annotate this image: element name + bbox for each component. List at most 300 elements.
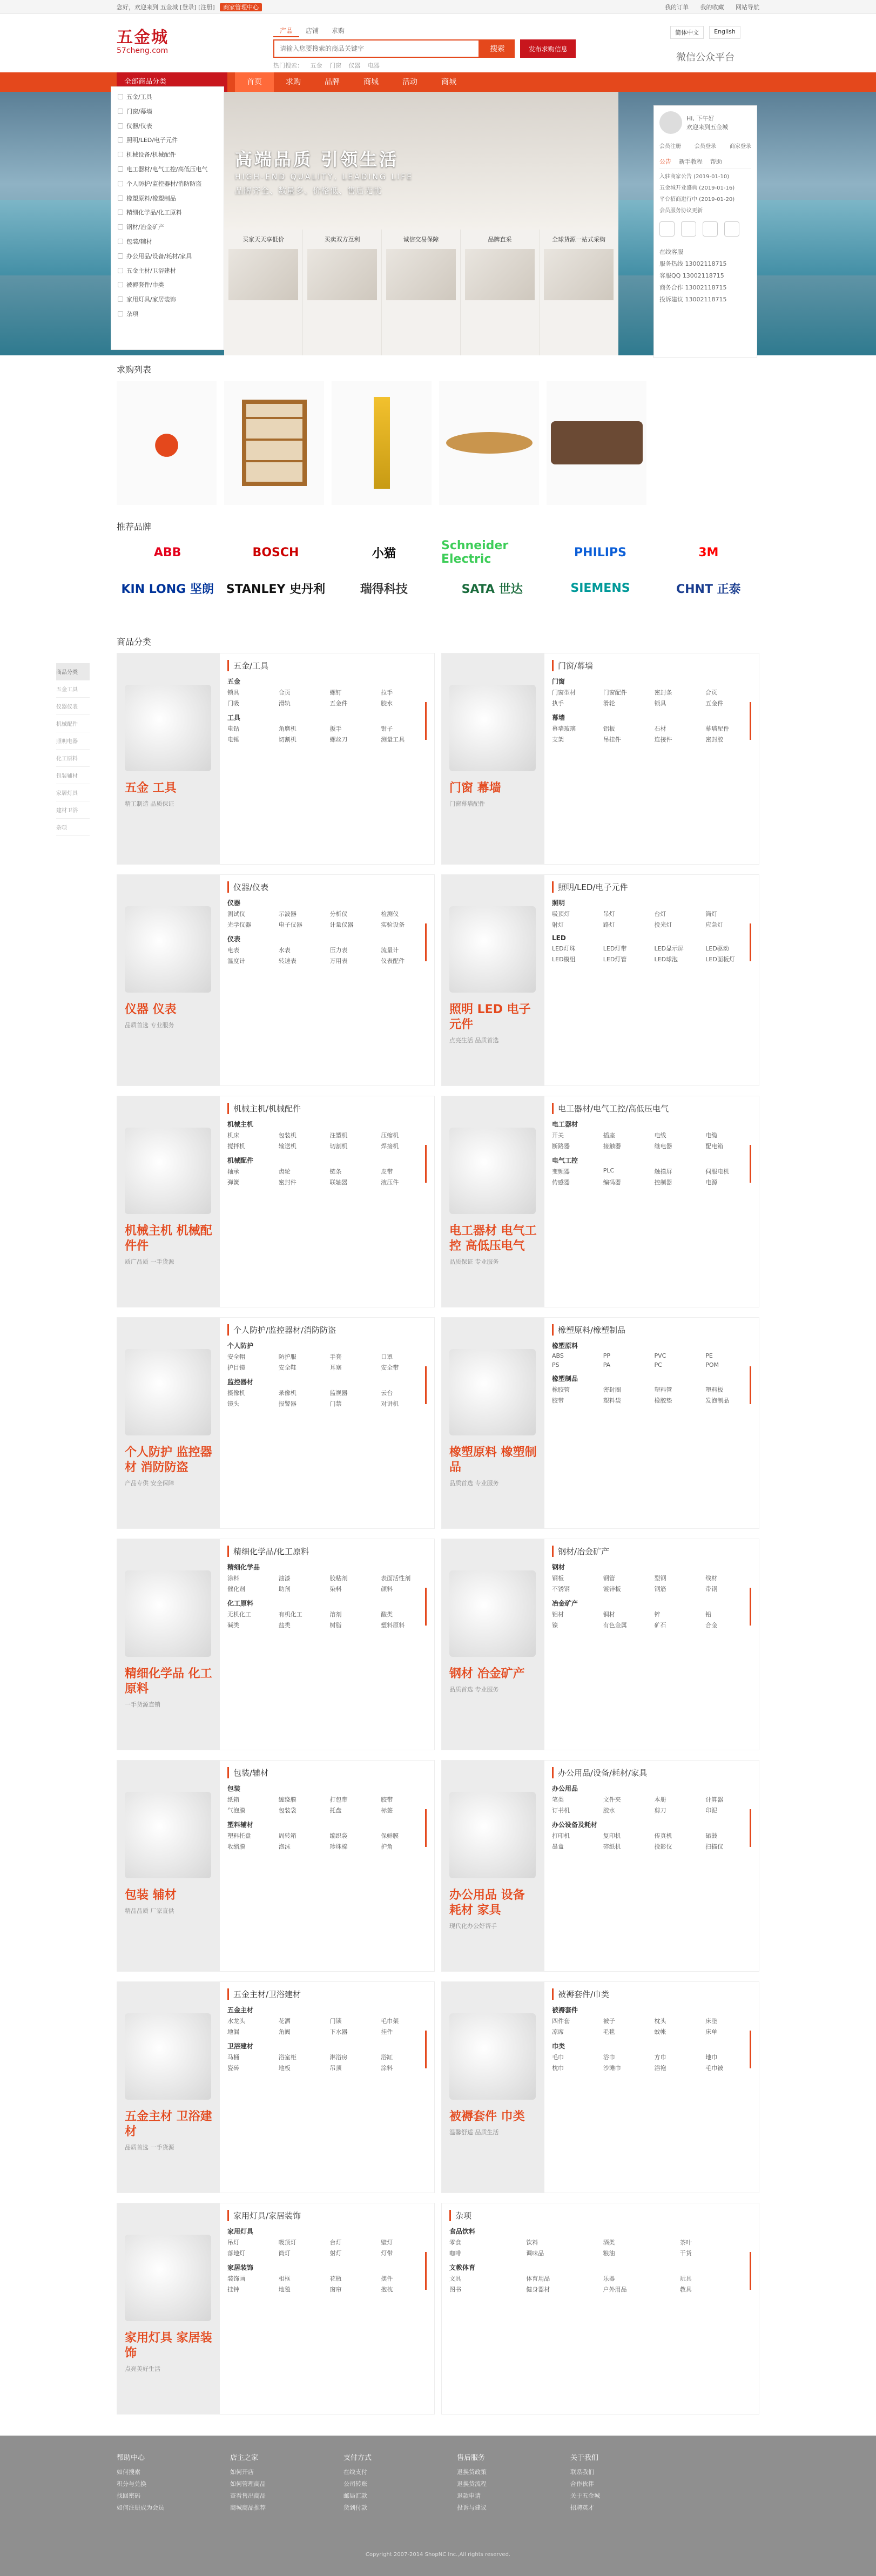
brand-logo[interactable]: STANLEY 史丹利	[226, 582, 326, 596]
brand-logo[interactable]: 3M	[698, 545, 719, 559]
subcategory-link[interactable]: 饮料	[526, 2239, 538, 2246]
subcategory-link[interactable]: 锌	[654, 1611, 661, 1618]
subcategory-link[interactable]: PE	[705, 1352, 713, 1359]
category-menu-item[interactable]	[111, 192, 224, 206]
subcategory-link[interactable]: LED驱动	[705, 945, 729, 952]
purchase-item[interactable]	[117, 381, 217, 505]
scrollbar[interactable]	[425, 2031, 427, 2068]
category-head[interactable]: 家用灯具/家居装饰	[227, 2210, 427, 2221]
category-menu-item[interactable]	[111, 249, 224, 264]
subcategory-link[interactable]: 分析仪	[329, 911, 348, 918]
banner-card[interactable]	[540, 230, 618, 355]
category-menu-item[interactable]	[111, 307, 224, 322]
subcategory-link[interactable]: 录像机	[278, 1390, 297, 1397]
subcategory-link[interactable]: 万用表	[329, 957, 348, 965]
check-icon[interactable]	[703, 221, 718, 237]
subcategory-link[interactable]: 密封条	[654, 689, 672, 696]
category-block-left[interactable]	[117, 1982, 220, 2193]
subcategory-link[interactable]: 有机化工	[278, 1611, 302, 1618]
subgroup-name[interactable]: 卫浴建材	[227, 2042, 254, 2050]
nav-item-activity[interactable]: 活动	[402, 78, 417, 86]
subcategory-link[interactable]: LED灯珠	[552, 945, 576, 952]
subcategory-link[interactable]: 瓷砖	[227, 2065, 239, 2072]
subcategory-link[interactable]: 压缩机	[381, 1132, 399, 1139]
subcategory-link[interactable]: 浴室柜	[278, 2054, 297, 2061]
subcategory-link[interactable]: 包装机	[278, 1132, 297, 1139]
search-input[interactable]	[273, 39, 480, 58]
subcategory-link[interactable]: 碎纸机	[603, 1843, 621, 1850]
subcategory-link[interactable]: 浴巾	[603, 2054, 615, 2061]
subcategory-link[interactable]: 测量工具	[381, 736, 405, 743]
subcategory-link[interactable]: 光学仪器	[227, 921, 251, 928]
subcategory-link[interactable]: 铝板	[603, 725, 615, 732]
subcategory-link[interactable]: 铅	[705, 1611, 712, 1618]
subcategory-link[interactable]: 输送机	[278, 1143, 297, 1150]
footer-link[interactable]: 退换货政策	[457, 2469, 487, 2476]
subcategory-link[interactable]: 电线	[654, 1132, 666, 1139]
subcategory-link[interactable]: 型钢	[654, 1575, 666, 1582]
subcategory-link[interactable]: 干货	[679, 2250, 692, 2257]
subcategory-link[interactable]: 复印机	[603, 1832, 621, 1839]
subcategory-link[interactable]: 扳手	[329, 725, 342, 732]
subcategory-link[interactable]: 螺钉	[329, 689, 342, 696]
purchase-item[interactable]	[547, 381, 646, 505]
subcategory-link[interactable]: 手套	[329, 1353, 342, 1360]
subgroup-name[interactable]: 仪器	[227, 899, 241, 907]
subcategory-link[interactable]: 地漏	[227, 2028, 239, 2035]
subcategory-link[interactable]: 执手	[552, 700, 564, 707]
scrollbar[interactable]	[425, 1588, 427, 1626]
news-item[interactable]: 平台招商进行中 (2019-01-20)	[659, 197, 735, 203]
scrollbar[interactable]	[750, 1809, 751, 1847]
subcategory-link[interactable]: 胶带	[381, 1796, 393, 1803]
subgroup-name[interactable]: 门窗	[552, 678, 565, 685]
scrollbar[interactable]	[425, 1145, 427, 1183]
category-block-left[interactable]	[117, 875, 220, 1085]
subcategory-link[interactable]: POM	[705, 1361, 719, 1368]
search-tab-store[interactable]: 店铺	[306, 27, 319, 35]
subcategory-link[interactable]: 扫描仪	[705, 1843, 724, 1850]
subcategory-link[interactable]: 胶带	[552, 1397, 564, 1404]
subcategory-link[interactable]: 花瓶	[329, 2275, 342, 2282]
subcategory-link[interactable]: 开关	[552, 1132, 564, 1139]
my-orders-link[interactable]: 我的订单	[665, 4, 689, 11]
subcategory-link[interactable]: 密封圈	[603, 1386, 621, 1393]
wechat-platform[interactable]: 微信公众平台	[676, 52, 735, 63]
scrollbar[interactable]	[750, 1366, 751, 1404]
subcategory-link[interactable]: 零食	[449, 2239, 461, 2246]
subcategory-link[interactable]: 计量仪器	[329, 921, 354, 928]
subcategory-link[interactable]: 油漆	[278, 1575, 291, 1582]
subcategory-link[interactable]: 教具	[679, 2286, 692, 2293]
subcategory-link[interactable]: 胶水	[381, 700, 393, 707]
subcategory-link[interactable]: 门禁	[329, 1400, 342, 1407]
subcategory-link[interactable]: 锁具	[227, 689, 239, 696]
subcategory-link[interactable]: 角磨机	[278, 725, 297, 732]
category-menu-item[interactable]	[111, 105, 224, 119]
subgroup-name[interactable]: 办公设备及耗材	[552, 1821, 598, 1829]
subcategory-link[interactable]: 螺丝刀	[329, 736, 348, 743]
footer-link[interactable]: 联系我们	[570, 2469, 594, 2476]
subcategory-link[interactable]: 床单	[705, 2028, 718, 2035]
subcategory-link[interactable]: 浴缸	[381, 2054, 393, 2061]
side-float-item[interactable]: 包装辅材	[56, 767, 90, 784]
subcategory-link[interactable]: 无机化工	[227, 1611, 251, 1618]
category-menu-item[interactable]	[111, 148, 224, 163]
subcategory-link[interactable]: 浴袍	[654, 2065, 666, 2072]
subcategory-link[interactable]: 涂料	[381, 2065, 393, 2072]
subcategory-link[interactable]: 图书	[449, 2286, 461, 2293]
subcategory-link[interactable]: 咖啡	[449, 2250, 461, 2257]
footer-link[interactable]: 如何搜索	[117, 2469, 140, 2476]
category-head[interactable]: 机械主机/机械配件	[227, 1103, 427, 1114]
news-item[interactable]: 五金城开业盛典 (2019-01-16)	[659, 185, 735, 191]
subcategory-link[interactable]: 盐类	[278, 1622, 291, 1629]
subcategory-link[interactable]: 温度计	[227, 957, 245, 965]
subcategory-link[interactable]: 断路器	[552, 1143, 570, 1150]
footer-link[interactable]: 查看售出商品	[230, 2492, 266, 2499]
subcategory-link[interactable]: 摄像机	[227, 1390, 245, 1397]
category-block-left[interactable]	[117, 2203, 220, 2414]
footer-link[interactable]: 如何管理商品	[230, 2480, 266, 2487]
category-menu-item[interactable]	[111, 133, 224, 148]
subcategory-link[interactable]: 气泡膜	[227, 1807, 245, 1814]
subcategory-link[interactable]: 碱类	[227, 1622, 239, 1629]
news-item[interactable]: 会员服务协议更新	[659, 208, 703, 214]
subcategory-link[interactable]: 花洒	[278, 2018, 291, 2025]
footer-link[interactable]: 如何开店	[230, 2469, 254, 2476]
hot-word[interactable]: 仪器	[348, 62, 361, 69]
subcategory-link[interactable]: 防护服	[278, 1353, 297, 1360]
category-head[interactable]: 照明/LED/电子元件	[552, 881, 751, 893]
subcategory-link[interactable]: 被子	[603, 2018, 615, 2025]
category-head[interactable]: 五金主材/卫浴建材	[227, 1988, 427, 2000]
category-head[interactable]: 仪器/仪表	[227, 881, 427, 893]
subgroup-name[interactable]: 化工原料	[227, 1600, 254, 1607]
subcategory-link[interactable]: 不锈钢	[552, 1586, 570, 1593]
subcategory-link[interactable]: 打印机	[552, 1832, 570, 1839]
category-menu-item[interactable]	[111, 293, 224, 307]
subgroup-name[interactable]: 橡塑原料	[552, 1342, 578, 1350]
category-head[interactable]: 包装/辅材	[227, 1767, 427, 1778]
category-block-left[interactable]	[442, 1539, 544, 1750]
subcategory-link[interactable]: 收缩膜	[227, 1843, 245, 1850]
subcategory-link[interactable]: 塑料托盘	[227, 1832, 251, 1839]
search-button[interactable]: 搜索	[480, 39, 515, 58]
subcategory-link[interactable]: 剪刀	[654, 1807, 666, 1814]
subcategory-link[interactable]: 方巾	[654, 2054, 666, 2061]
lang-select-en[interactable]: English	[709, 26, 740, 39]
subcategory-link[interactable]: 插座	[603, 1132, 615, 1139]
all-categories-button[interactable]: 全部商品分类	[117, 72, 227, 92]
subcategory-link[interactable]: 保鲜膜	[381, 1832, 399, 1839]
subgroup-name[interactable]: 包装	[227, 1785, 241, 1792]
shield-icon[interactable]	[659, 221, 675, 237]
subgroup-name[interactable]: LED	[552, 934, 566, 942]
subgroup-name[interactable]: 工具	[227, 714, 241, 721]
subgroup-name[interactable]: 机械配件	[227, 1157, 254, 1164]
subcategory-link[interactable]: 橡胶垫	[654, 1397, 672, 1404]
subcategory-link[interactable]: 控制器	[654, 1179, 672, 1186]
nav-item-mall[interactable]: 商城	[363, 78, 379, 86]
search-tab-product[interactable]: 产品	[273, 25, 299, 37]
subcategory-link[interactable]: 珍珠棉	[329, 1843, 348, 1850]
scrollbar[interactable]	[750, 2031, 751, 2068]
subgroup-name[interactable]: 照明	[552, 899, 565, 907]
category-head[interactable]: 钢材/冶金矿产	[552, 1546, 751, 1557]
subgroup-name[interactable]: 仪表	[227, 935, 241, 943]
footer-link[interactable]: 招聘英才	[570, 2504, 594, 2511]
subcategory-link[interactable]: 玩具	[679, 2275, 692, 2282]
subcategory-link[interactable]: 表面活性剂	[381, 1575, 411, 1582]
subcategory-link[interactable]: 铝材	[552, 1611, 564, 1618]
lang-select-cn[interactable]: 简体中文	[670, 26, 704, 39]
subcategory-link[interactable]: 角阀	[278, 2028, 291, 2035]
subcategory-link[interactable]: 门锁	[329, 2018, 342, 2025]
category-menu-item[interactable]	[111, 90, 224, 105]
subcategory-link[interactable]: 矿石	[654, 1622, 666, 1629]
hot-word[interactable]: 门窗	[329, 62, 341, 69]
hot-word[interactable]: 五金	[310, 62, 322, 69]
subcategory-link[interactable]: 投影仪	[654, 1843, 672, 1850]
brand-logo[interactable]: BOSCH	[252, 545, 299, 559]
category-block-left[interactable]	[117, 1539, 220, 1750]
subcategory-link[interactable]: 检测仪	[381, 911, 399, 918]
subcategory-link[interactable]: 吊灯	[227, 2239, 239, 2246]
subcategory-link[interactable]: 挂件	[381, 2028, 393, 2035]
brand-logo[interactable]: ABB	[153, 545, 181, 559]
subgroup-name[interactable]: 家居装饰	[227, 2264, 254, 2271]
subcategory-link[interactable]: 下水器	[329, 2028, 348, 2035]
subcategory-link[interactable]: 安全帽	[227, 1353, 245, 1360]
subcategory-link[interactable]: 毛巾架	[381, 2018, 399, 2025]
subcategory-link[interactable]: 切割机	[278, 736, 297, 743]
subcategory-link[interactable]: 钢管	[603, 1575, 615, 1582]
subcategory-link[interactable]: 合金	[705, 1622, 718, 1629]
subcategory-link[interactable]: 墨盒	[552, 1843, 564, 1850]
subcategory-link[interactable]: 地巾	[705, 2054, 718, 2061]
subcategory-link[interactable]: 水表	[278, 947, 291, 954]
subcategory-link[interactable]: 皮带	[381, 1168, 393, 1175]
subcategory-link[interactable]: 染料	[329, 1586, 342, 1593]
subgroup-name[interactable]: 冶金矿产	[552, 1600, 578, 1607]
subcategory-link[interactable]: 镀锌板	[603, 1586, 621, 1593]
brand-logo[interactable]: SATA 世达	[461, 582, 523, 596]
subcategory-link[interactable]: 窗帘	[329, 2286, 342, 2293]
subcategory-link[interactable]: 酒类	[603, 2239, 615, 2246]
subcategory-link[interactable]: 落地灯	[227, 2250, 245, 2257]
subgroup-name[interactable]: 精细化学品	[227, 1563, 260, 1571]
category-head[interactable]: 五金/工具	[227, 660, 427, 671]
subcategory-link[interactable]: 触摸屏	[654, 1168, 672, 1175]
subcategory-link[interactable]: 淋浴房	[329, 2054, 348, 2061]
subcategory-link[interactable]: LED灯带	[603, 945, 627, 952]
footer-link[interactable]: 关于五金城	[570, 2492, 600, 2499]
side-float-item[interactable]: 商品分类	[56, 663, 90, 680]
side-float-item[interactable]: 建材卫浴	[56, 801, 90, 819]
subcategory-link[interactable]: 支架	[552, 736, 564, 743]
subcategory-link[interactable]: 纸箱	[227, 1796, 239, 1803]
banner-card[interactable]	[461, 230, 540, 355]
category-menu-item[interactable]	[111, 278, 224, 293]
subcategory-link[interactable]: 助剂	[278, 1586, 291, 1593]
nav-item-purchase[interactable]: 求购	[286, 78, 301, 86]
tab-tutorial[interactable]: 新手教程	[679, 158, 703, 165]
banner-card[interactable]	[382, 230, 461, 355]
category-head[interactable]: 杂项	[449, 2210, 751, 2221]
subcategory-link[interactable]: 应急灯	[705, 921, 724, 928]
subcategory-link[interactable]: 线材	[705, 1575, 718, 1582]
subcategory-link[interactable]: 吊挂件	[603, 736, 621, 743]
purchase-item[interactable]	[224, 381, 324, 505]
subcategory-link[interactable]: 滑轮	[603, 700, 615, 707]
subcategory-link[interactable]: 水龙头	[227, 2018, 245, 2025]
my-favorites-link[interactable]: 我的收藏	[700, 4, 724, 11]
subcategory-link[interactable]: 电源	[705, 1179, 718, 1186]
subgroup-name[interactable]: 电工器材	[552, 1121, 578, 1128]
footer-link[interactable]: 邮局汇款	[343, 2492, 367, 2499]
category-block-left[interactable]	[442, 1982, 544, 2193]
banner-card[interactable]	[303, 230, 382, 355]
subcategory-link[interactable]: 弹簧	[227, 1179, 239, 1186]
side-float-item[interactable]: 机械配件	[56, 715, 90, 732]
scrollbar[interactable]	[750, 923, 751, 961]
subcategory-link[interactable]: 周转箱	[278, 1832, 297, 1839]
category-menu-item[interactable]	[111, 177, 224, 192]
subcategory-link[interactable]: 链条	[329, 1168, 342, 1175]
subcategory-link[interactable]: 联轴器	[329, 1179, 348, 1186]
footer-link[interactable]: 合作伙伴	[570, 2480, 594, 2487]
subcategory-link[interactable]: 门窗型材	[552, 689, 576, 696]
subcategory-link[interactable]: LED面板灯	[705, 956, 735, 963]
subcategory-link[interactable]: 胶粘剂	[329, 1575, 348, 1582]
subcategory-link[interactable]: 实验设备	[381, 921, 405, 928]
subgroup-name[interactable]: 电气工控	[552, 1157, 578, 1164]
subcategory-link[interactable]: 五金件	[705, 700, 724, 707]
subcategory-link[interactable]: 包装袋	[278, 1807, 297, 1814]
subcategory-link[interactable]: PC	[654, 1361, 662, 1368]
subcategory-link[interactable]: 壁灯	[381, 2239, 393, 2246]
subgroup-name[interactable]: 食品饮料	[449, 2228, 476, 2235]
subcategory-link[interactable]: 带钢	[705, 1586, 718, 1593]
tab-announcement[interactable]: 公告	[659, 158, 671, 165]
subcategory-link[interactable]: 颜料	[381, 1586, 393, 1593]
subcategory-link[interactable]: 文件夹	[603, 1796, 621, 1803]
subcategory-link[interactable]: 幕墙配件	[705, 725, 730, 732]
subcategory-link[interactable]: 仪表配件	[381, 957, 405, 965]
subcategory-link[interactable]: 电表	[227, 947, 239, 954]
subcategory-link[interactable]: 耳塞	[329, 1364, 342, 1371]
subcategory-link[interactable]: 托盘	[329, 1807, 342, 1814]
subgroup-name[interactable]: 文教体育	[449, 2264, 476, 2271]
subcategory-link[interactable]: 门吸	[227, 700, 239, 707]
subgroup-name[interactable]: 幕墙	[552, 714, 565, 721]
category-block-left[interactable]	[117, 1761, 220, 1971]
subcategory-link[interactable]: 镍	[552, 1622, 558, 1629]
footer-link[interactable]: 货到付款	[343, 2504, 367, 2511]
login-link[interactable]: 会员登录	[695, 144, 716, 150]
subcategory-link[interactable]: 钢筋	[654, 1586, 666, 1593]
subcategory-link[interactable]: 监视器	[329, 1390, 348, 1397]
subcategory-link[interactable]: PS	[552, 1361, 560, 1368]
subcategory-link[interactable]: 锁具	[654, 700, 666, 707]
subcategory-link[interactable]: 护目镜	[227, 1364, 245, 1371]
subcategory-link[interactable]: 轴承	[227, 1168, 239, 1175]
nav-item-mall-2[interactable]: 商城	[441, 78, 456, 86]
subcategory-link[interactable]: 缠绕膜	[278, 1796, 297, 1803]
subgroup-name[interactable]: 监控器材	[227, 1378, 254, 1386]
subcategory-link[interactable]: 毛巾	[552, 2054, 564, 2061]
subcategory-link[interactable]: 钳子	[381, 725, 393, 732]
subgroup-name[interactable]: 五金	[227, 678, 241, 685]
footer-link[interactable]: 积分与兑换	[117, 2480, 146, 2487]
subcategory-link[interactable]: 合页	[278, 689, 291, 696]
footer-link[interactable]: 商城商品推荐	[230, 2504, 266, 2511]
scrollbar[interactable]	[750, 2252, 751, 2290]
subcategory-link[interactable]: 搅拌机	[227, 1143, 245, 1150]
footer-link[interactable]: 找回密码	[117, 2492, 140, 2499]
service-icon[interactable]	[681, 221, 696, 237]
scrollbar[interactable]	[425, 923, 427, 961]
site-logo[interactable]	[117, 14, 273, 55]
subcategory-link[interactable]: 护角	[381, 1843, 393, 1850]
category-block-left[interactable]	[442, 1318, 544, 1528]
subcategory-link[interactable]: 硒鼓	[705, 1832, 718, 1839]
subcategory-link[interactable]: 机床	[227, 1132, 239, 1139]
subcategory-link[interactable]: 床垫	[705, 2018, 718, 2025]
category-block-left[interactable]	[442, 653, 544, 864]
brand-logo[interactable]: 小猫	[372, 547, 396, 561]
subcategory-link[interactable]: 乐器	[603, 2275, 615, 2282]
subcategory-link[interactable]: 溶剂	[329, 1611, 342, 1618]
subcategory-link[interactable]: 配电箱	[705, 1143, 724, 1150]
subcategory-link[interactable]: 投光灯	[654, 921, 672, 928]
subcategory-link[interactable]: 变频器	[552, 1168, 570, 1175]
subgroup-name[interactable]: 家用灯具	[227, 2228, 254, 2235]
side-float-item[interactable]: 仪器仪表	[56, 698, 90, 715]
subcategory-link[interactable]: 云台	[381, 1390, 393, 1397]
scrollbar[interactable]	[750, 1145, 751, 1183]
category-menu-item[interactable]	[111, 235, 224, 249]
subcategory-link[interactable]: 编码器	[603, 1179, 621, 1186]
subcategory-link[interactable]: 合页	[705, 689, 718, 696]
subcategory-link[interactable]: 泡沫	[278, 1843, 291, 1850]
tab-help[interactable]: 帮助	[710, 158, 722, 165]
subcategory-link[interactable]: 塑料原料	[381, 1622, 405, 1629]
subcategory-link[interactable]: PA	[603, 1361, 611, 1368]
seller-login-link[interactable]: 商家登录	[730, 144, 751, 150]
subcategory-link[interactable]: 酸类	[381, 1611, 393, 1618]
subcategory-link[interactable]: 电锤	[227, 736, 239, 743]
nav-item-brand[interactable]: 品牌	[325, 78, 340, 86]
category-head[interactable]: 办公用品/设备/耗材/家具	[552, 1767, 751, 1778]
truck-icon[interactable]	[724, 221, 739, 237]
subcategory-link[interactable]: 幕墙玻璃	[552, 725, 576, 732]
subcategory-link[interactable]: 编织袋	[329, 1832, 348, 1839]
subcategory-link[interactable]: 齿轮	[278, 1168, 291, 1175]
subcategory-link[interactable]: 塑料袋	[603, 1397, 621, 1404]
subgroup-name[interactable]: 五金主材	[227, 2006, 254, 2014]
footer-link[interactable]: 退款申请	[457, 2492, 481, 2499]
category-menu-item[interactable]	[111, 206, 224, 220]
subcategory-link[interactable]: 吊灯	[603, 911, 615, 918]
subcategory-link[interactable]: 测试仪	[227, 911, 245, 918]
subcategory-link[interactable]: 催化剂	[227, 1586, 245, 1593]
side-float-item[interactable]: 五金工具	[56, 680, 90, 698]
subcategory-link[interactable]: 有色金属	[603, 1622, 627, 1629]
side-float-item[interactable]: 杂项	[56, 819, 90, 836]
subcategory-link[interactable]: LED球泡	[654, 956, 678, 963]
